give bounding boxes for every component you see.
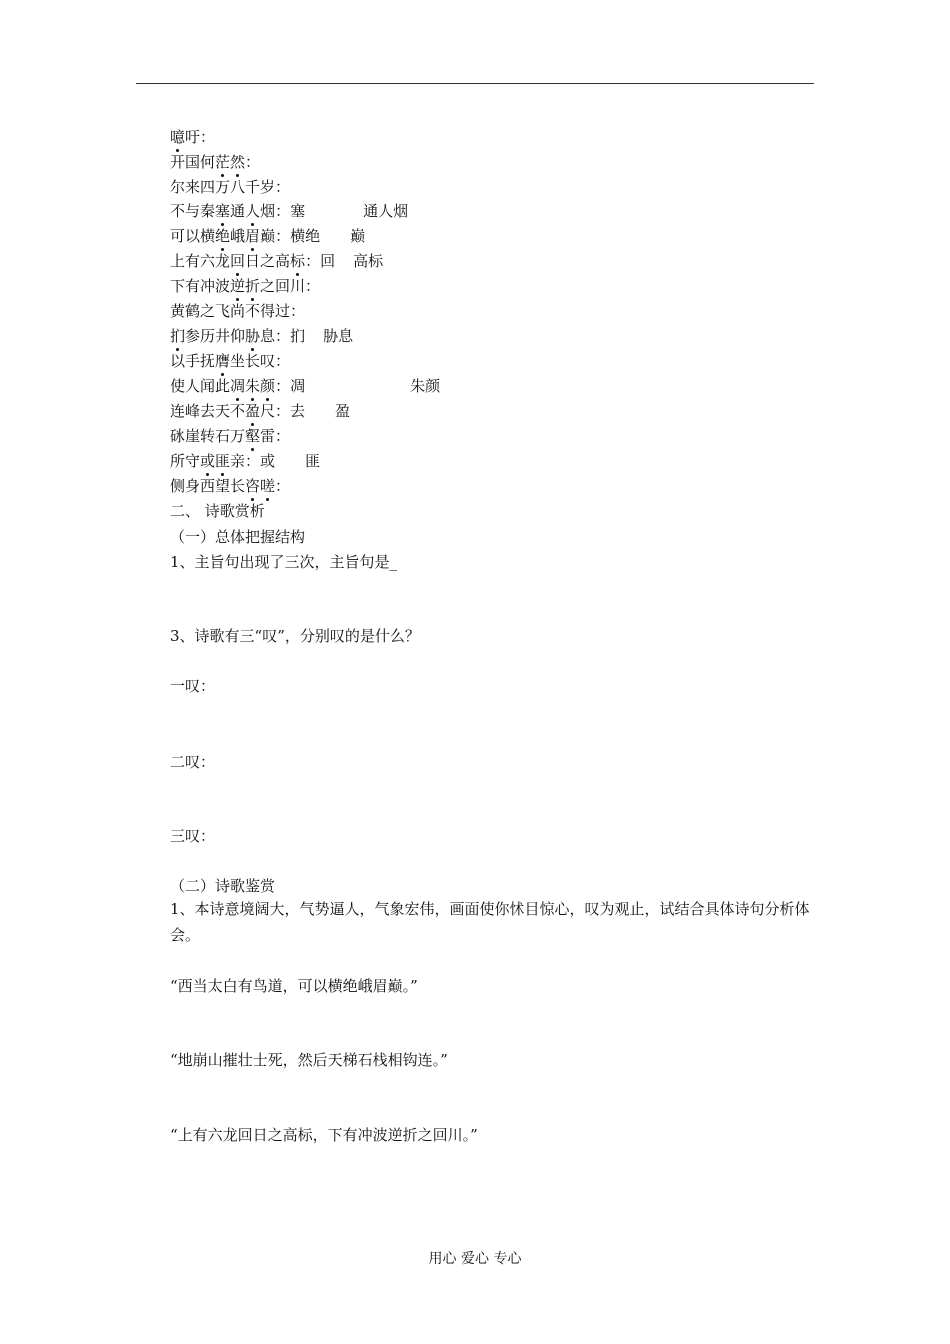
- emphasis-char: 颜: [260, 377, 276, 395]
- vocab-line: [170, 351, 290, 371]
- vocab-text: 通人烟: [363, 202, 409, 220]
- emphasis-char: 人: [245, 202, 261, 220]
- vocab-text: 盈: [335, 402, 351, 420]
- section-line-t3: 三叹：: [170, 827, 216, 845]
- emphasis-char: 眉: [245, 227, 261, 245]
- section-line-s2b: （二）诗歌鉴赏: [170, 877, 276, 895]
- vocab-line: [170, 326, 353, 346]
- vocab-text: ：: [275, 477, 291, 495]
- vocab-text: 雷：: [260, 427, 291, 445]
- vocab-line: [170, 177, 290, 197]
- question-appreciation: 1、本诗意境阔大，气势逼人，气象宏伟，画面使你怵目惊心，叹为观止，试结合具体诗句分析体会。: [170, 900, 810, 944]
- vocab-text: 坐长叹：: [230, 352, 291, 370]
- vocab-line: [170, 451, 320, 471]
- vocab-text: 匪: [305, 452, 321, 470]
- vocab-text: 连峰去天不: [170, 402, 246, 420]
- vocab-line: [170, 401, 350, 421]
- vocab-text: 上有六龙: [170, 252, 231, 270]
- vocab-text: 吁: [185, 128, 201, 146]
- emphasis-char: 折: [245, 277, 261, 295]
- vocab-line: [170, 226, 365, 246]
- vocab-text: 使人闻此: [170, 377, 231, 395]
- vocab-text: 黄鹤之飞尚不得过：: [170, 302, 306, 320]
- vocab-line: [170, 152, 260, 172]
- section-line-s2a: （一）总体把握结构: [170, 528, 306, 546]
- vocab-text: 可以横: [170, 227, 216, 245]
- vocab-text: ：凋: [275, 377, 306, 395]
- vocab-text: 下有冲波: [170, 277, 231, 295]
- vocab-text: 烟：塞: [260, 202, 306, 220]
- vocab-text: 朱颜: [410, 377, 441, 395]
- header-rule: [136, 83, 814, 84]
- vocab-text: 巅: [350, 227, 366, 245]
- vocab-line: [170, 201, 408, 221]
- emphasis-char: 绝: [215, 227, 231, 245]
- vocab-line: [170, 426, 290, 446]
- emphasis-char: 标: [290, 252, 306, 270]
- emphasis-char: 然: [230, 153, 246, 171]
- emphasis-char: 塞: [215, 202, 231, 220]
- vocab-text: 巅：横绝: [260, 227, 321, 245]
- vocab-text: 尔来四万八千岁：: [170, 178, 291, 196]
- vocab-text: 参历井仰: [185, 327, 246, 345]
- emphasis-char: 盈: [245, 402, 261, 420]
- emphasis-char: 逆: [230, 277, 246, 295]
- poem-quote: “上有六龙回日之高标，下有冲波逆折之回川。”: [170, 1126, 478, 1144]
- vocab-text: 尺：去: [260, 402, 306, 420]
- emphasis-char: 嗟: [260, 477, 276, 495]
- emphasis-char: 回: [230, 252, 246, 270]
- emphasis-char: 凋: [230, 377, 246, 395]
- poem-quote: “西当太白有鸟道，可以横绝峨眉巅。”: [170, 977, 418, 995]
- vocab-text: ：: [200, 128, 216, 146]
- vocab-text: 以手抚: [170, 352, 216, 370]
- vocab-text: 息：扪: [260, 327, 306, 345]
- page-footer: 用心 爱心 专心: [428, 1251, 522, 1267]
- vocab-line: [170, 276, 320, 296]
- vocab-text: ：回: [305, 252, 336, 270]
- section-line-q1: 1、主旨句出现了三次，主旨句是_: [170, 553, 398, 571]
- section-line-q3: 3、诗歌有三“叹”，分别叹的是什么？: [170, 627, 420, 645]
- section-line-t2: 二叹：: [170, 753, 216, 771]
- section-line-s2: 二、 诗歌赏析: [170, 502, 265, 520]
- emphasis-char: 胁: [245, 327, 261, 345]
- section-line-t1: 一叹：: [170, 677, 216, 695]
- vocab-text: 不与秦: [170, 202, 216, 220]
- emphasis-char: 匪: [215, 452, 231, 470]
- vocab-line: [170, 376, 440, 396]
- vocab-line: [170, 251, 383, 271]
- vocab-text: 峨: [230, 227, 246, 245]
- vocab-text: 开国何: [170, 153, 216, 171]
- vocab-line: [170, 476, 290, 496]
- vocab-text: ：: [245, 153, 261, 171]
- emphasis-char: 噫: [170, 128, 186, 146]
- vocab-text: 砯崖转石万: [170, 427, 246, 445]
- emphasis-char: 壑: [245, 427, 261, 445]
- vocab-text: 亲：或: [230, 452, 276, 470]
- vocab-line: [170, 127, 215, 147]
- emphasis-char: 朱: [245, 377, 261, 395]
- vocab-text: 通: [230, 202, 246, 220]
- vocab-line: [170, 301, 305, 321]
- vocab-text: 侧身西望长: [170, 477, 246, 495]
- vocab-text: 之回川：: [260, 277, 321, 295]
- vocab-text: 高标: [353, 252, 384, 270]
- vocab-text: 日之高: [245, 252, 291, 270]
- emphasis-char: 扪: [170, 327, 186, 345]
- emphasis-char: 或: [200, 452, 216, 470]
- vocab-text: 胁息: [323, 327, 354, 345]
- vocab-text: 所守: [170, 452, 201, 470]
- emphasis-char: 咨: [245, 477, 261, 495]
- emphasis-char: 膺: [215, 352, 231, 370]
- emphasis-char: 茫: [215, 153, 231, 171]
- poem-quote: “地崩山摧壮士死，然后天梯石栈相钩连。”: [170, 1051, 448, 1069]
